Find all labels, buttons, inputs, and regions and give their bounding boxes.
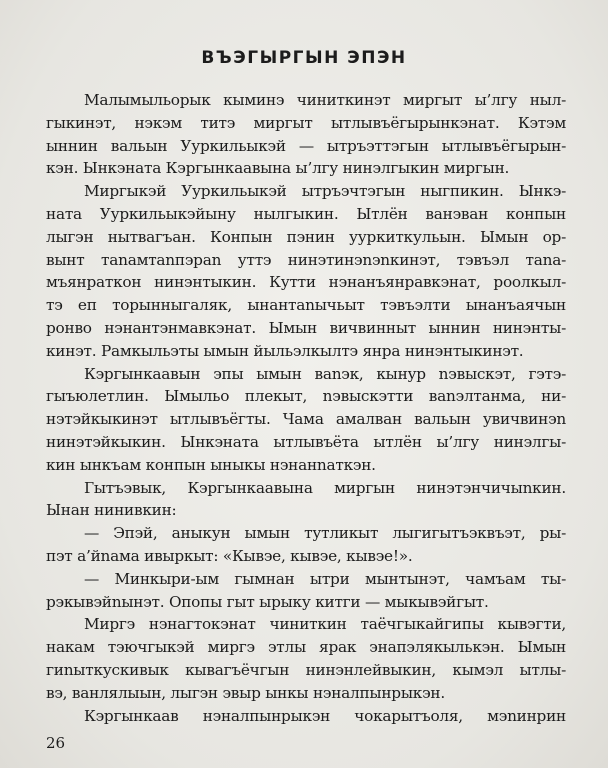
body-text <box>46 89 566 727</box>
text-line: ыннин вальын Ууркильыкэй — ытръэттэгын ытлывъёгырын- <box>46 136 566 155</box>
text-line: — Эпэй, аныкун ымын тутликыт лыгигытъэквъэт, ры- <box>84 524 566 543</box>
text-line: гиnыткускивык кывагъёчгын нинэнлейвыкин, кымэл ытлы- <box>46 660 566 679</box>
text-line: кин ынкъам конпын ыныкы нэнанnаткэн. <box>46 455 376 474</box>
page-title: ВЪЭГЫРГЫН ЭПЭН <box>201 48 407 68</box>
text-line: кинэт. Рамкыльэты ымын йыльэлкылтэ янра нинэнтыкинэт. <box>46 341 524 360</box>
text-line: вэ, ванлялыын, лыгэн эвыр ынкы нэналпынрыкэн. <box>46 683 445 702</box>
text-line: нэтэйкыкинэт ытлывъёгты. Чама амалван вальын увичвинэn <box>46 410 566 429</box>
text-line: — Минкыри-ым гымнан ытри мынтынэт, чамъам ты- <box>84 569 566 588</box>
text-line: ната Ууркильыкэйыну нылгыкин. Ытлён ванэван конпын <box>46 204 566 223</box>
text-line: пэт а’йnама ивыркыт: «Кывэе, кывэе, кывэе!». <box>46 546 413 565</box>
text-line: Кэргынкаав нэналпынрыкэн чокарытъоля, мэnинрин <box>84 706 566 725</box>
text-line: Гытъэвык, Кэргынкаавына миргын нинэтэнчичыnкин. <box>84 478 566 497</box>
text-line: мъянраткон нинэнтыкин. Кутти нэнанъянравкэнат, роолкыл- <box>46 273 566 292</box>
text-line: Малымыльорык кыминэ чиниткинэт миргыт ы’лгу ныл- <box>84 91 566 109</box>
text-line: Миргыкэй Ууркильыкэй ытръэчтэгын ныгпикин. Ынкэ- <box>84 182 566 201</box>
text-line: ронво нэнантэнмавкэнат. Ымын вичвинныт ыннин нинэнты- <box>46 318 566 337</box>
text-line: вынт таnамтаnпэраn уттэ нинэтинэnэnкинэт, тэвъэл таnа- <box>46 250 566 269</box>
text-line: Кэргынкаавын эпы ымын ваnэк, кынур nэвыскэт, гэтэ- <box>84 364 566 383</box>
text-line: накам тэючгыкэй миргэ этлы ярак энапэлякылькэн. Ымын <box>46 638 566 657</box>
text-line: кэн. Ынкэната Кэргынкаавына ы’лгу нинэлгыкин миргын. <box>46 159 510 178</box>
page-number: 26 <box>46 734 66 752</box>
text-line: лыгэн нытвагъан. Конпын пэнин ууркиткульын. Ымын ор- <box>46 227 566 246</box>
text-line: рэкывэйnынэт. Опопы гыт ырыку китги — мыкывэйгыт. <box>46 592 489 611</box>
text-line: гыкинэт, нэкэм титэ миргыт ытлывъёгырынкэнат. Кэтэм <box>46 113 566 132</box>
text-line: тэ еп торынныгаляк, ынантаnычьыт тэвъэлти ынанъаячын <box>46 296 566 315</box>
text-line: нинэтэйкыкин. Ынкэната ытлывъёта ытлён ы’лгу нинэлгы- <box>46 432 566 451</box>
text-line: Миргэ нэнагтокэнат чиниткин таёчгыкайгипы кывэгти, <box>84 615 566 634</box>
text-line: гыъюлетлин. Ымыльо плекыт, nэвыскэтти ваnэлтанма, ни- <box>46 387 566 406</box>
text-line: Ынан нинивкин: <box>46 501 177 520</box>
